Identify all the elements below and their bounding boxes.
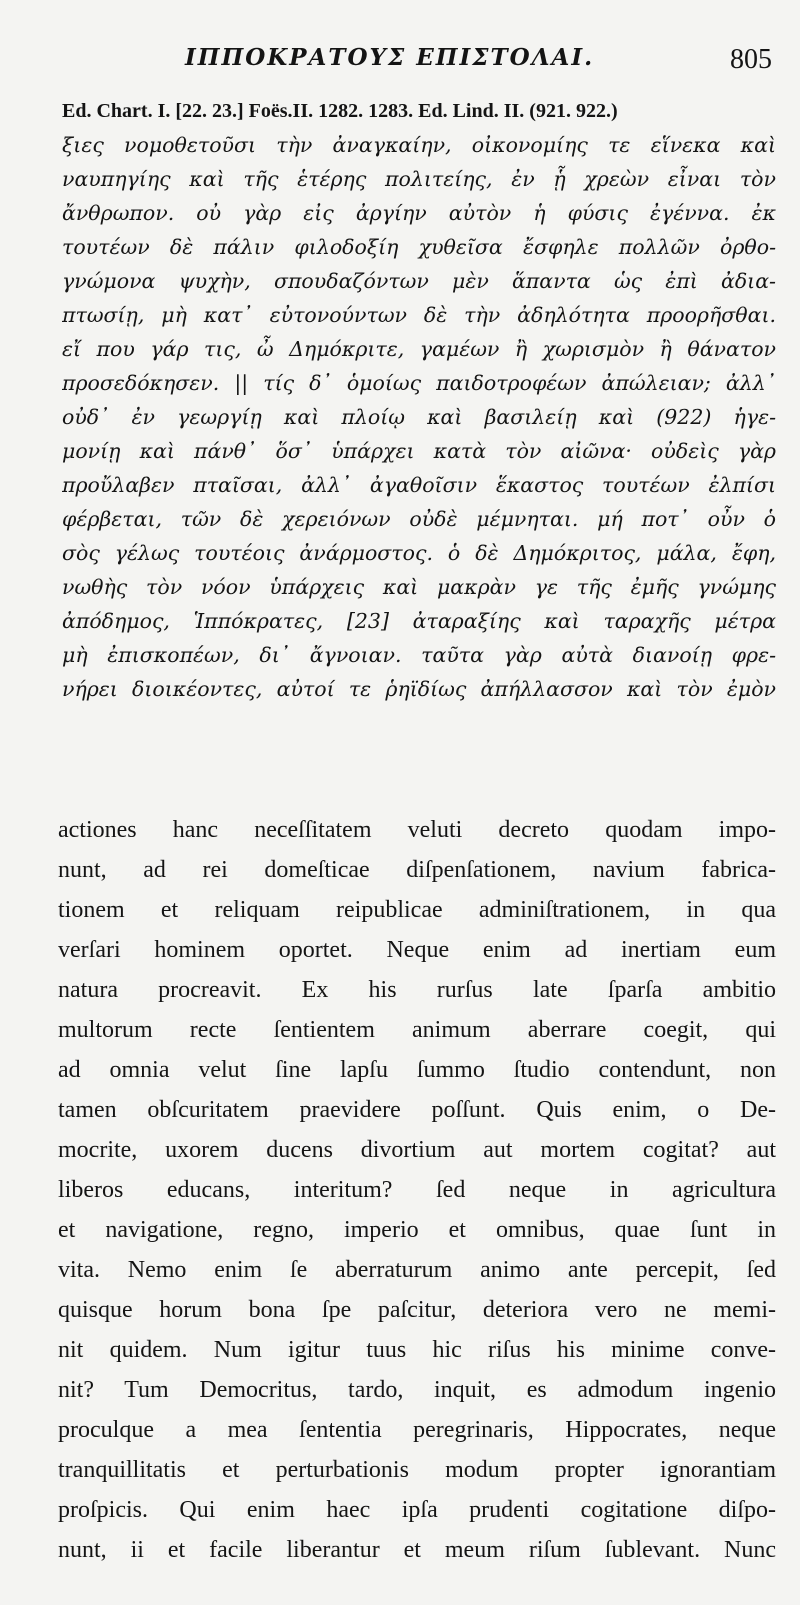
latin-text-line: proſpicis. Qui enim haec ipſa prudenti cogitatione diſpo- [58, 1497, 776, 1523]
greek-text-line: μονίῃ καὶ πάνθ᾽ ὅσ᾽ ὑπάρχει κατὰ τὸν αἰῶνα· οὐδεὶς γὰρ [62, 439, 776, 463]
latin-text-line: nit quidem. Num igitur tuus hic riſus his minime conve- [58, 1337, 776, 1363]
latin-text-line: nunt, ii et facile liberantur et meum riſum ſublevant. Nunc [58, 1537, 776, 1563]
latin-text-line: nunt, ad rei domeſticae diſpenſationem, navium fabrica- [58, 857, 776, 883]
greek-text-line: ἀπόδημος, Ἱππόκρατες, [23] ἀταραξίης καὶ ταραχῆς μέτρα [62, 609, 776, 633]
running-head-title: ΙΠΠΟΚΡΑΤΟΥΣ ΕΠΙΣΤΟΛΑΙ. [185, 44, 595, 71]
latin-text-line: liberos educans, interitum? ſed neque in agricultura [58, 1177, 776, 1203]
latin-text-line: tionem et reliquam reipublicae adminiſtrationem, in qua [58, 897, 776, 923]
latin-text-line: tranquillitatis et perturbationis modum propter ignorantiam [58, 1457, 776, 1483]
latin-translation-block [58, 810, 776, 1570]
greek-text-line: φέρβεται, τῶν δὲ χερειόνων οὐδὲ μέμνηται. μή ποτ᾽ οὖν ὁ [62, 507, 776, 531]
greek-text-line: προὔλαβεν πταῖσαι, ἀλλ᾽ ἀγαθοῖσιν ἕκαστος τουτέων ἐλπίσι [62, 473, 776, 497]
greek-text-line: ναυπηγίης καὶ τῆς ἑτέρης πολιτείης, ἐν ᾗ χρεὼν εἶναι τὸν [62, 167, 776, 191]
latin-text-line: verſari hominem oportet. Neque enim ad inertiam eum [58, 937, 776, 963]
greek-text-line: ξιες νομοθετοῦσι τὴν ἀναγκαίην, οἰκονομίης τε εἵνεκα καὶ [62, 133, 776, 157]
greek-text-line: οὐδ᾽ ἐν γεωργίῃ καὶ πλοίῳ καὶ βασιλείῃ καὶ (922) ἡγε- [62, 405, 776, 429]
greek-text-line: νωθὴς τὸν νόον ὑπάρχεις καὶ μακρὰν γε τῆς ἐμῆς γνώμης [62, 575, 776, 599]
latin-text-line: et navigatione, regno, imperio et omnibus, quae ſunt in [58, 1217, 776, 1243]
greek-text-line: γνώμονα ψυχὴν, σπουδαζόντων μὲν ἅπαντα ὡς ἐπὶ ἀδια- [62, 269, 776, 293]
greek-text-line: προσεδόκησεν. || τίς δ᾽ ὁμοίως παιδοτροφέων ἀπώλειαν; ἀλλ᾽ [62, 371, 776, 395]
running-head [60, 44, 780, 84]
greek-text-line: ἄνθρωπον. οὐ γὰρ εἰς ἀργίην αὐτὸν ἡ φύσις ἐγέννα. ἐκ [62, 201, 776, 225]
greek-text-line: νήρει διοικέοντες, αὐτοί τε ῥηϊδίως ἀπήλλασσον καὶ τὸν ἐμὸν [62, 677, 776, 701]
greek-text-line: τουτέων δὲ πάλιν φιλοδοξίη χυθεῖσα ἔσφηλε πολλῶν ὀρθο- [62, 235, 776, 259]
latin-text-line: nit? Tum Democritus, tardo, inquit, es admodum ingenio [58, 1377, 776, 1403]
latin-text-line: quisque horum bona ſpe paſcitur, deteriora vero ne memi- [58, 1297, 776, 1323]
latin-text-line: natura procreavit. Ex his rurſus late ſparſa ambitio [58, 977, 776, 1003]
latin-text-line: vita. Nemo enim ſe aberraturum animo ante percepit, ſed [58, 1257, 776, 1283]
greek-text-line: σὸς γέλως τουτέοις ἀνάρμοστος. ὁ δὲ Δημόκριτος, μάλα, ἔφη, [62, 541, 776, 565]
greek-text-line: πτωσίῃ, μὴ κατ᾽ εὐτονούντων δὲ τὴν ἀδηλότητα προορῆσθαι. [62, 303, 776, 327]
latin-text-line: proculque a mea ſententia peregrinaris, Hippocrates, neque [58, 1417, 776, 1443]
greek-text-block [62, 128, 776, 706]
greek-text-line: μὴ ἐπισκοπέων, δι᾽ ἄγνοιαν. ταῦτα γὰρ αὐτὰ διανοίῃ φρε- [62, 643, 776, 667]
latin-text-line: mocrite, uxorem ducens divortium aut mortem cogitat? aut [58, 1137, 776, 1163]
latin-text-line: actiones hanc neceſſitatem veluti decreto quodam impo- [58, 817, 776, 843]
edition-reference-line: Ed. Chart. I. [22. 23.] Foës.II. 1282. 1283. Ed. Lind. II. (921. 922.) [62, 100, 618, 122]
latin-text-line: multorum recte ſentientem animum aberrare coegit, qui [58, 1017, 776, 1043]
latin-text-line: tamen obſcuritatem praevidere poſſunt. Quis enim, o De- [58, 1097, 776, 1123]
greek-text-line: εἴ που γάρ τις, ὦ Δημόκριτε, γαμέων ἢ χωρισμὸν ἢ θάνατον [62, 337, 776, 361]
latin-text-line: ad omnia velut ſine lapſu ſummo ſtudio contendunt, non [58, 1057, 776, 1083]
page-number: 805 [730, 44, 772, 75]
